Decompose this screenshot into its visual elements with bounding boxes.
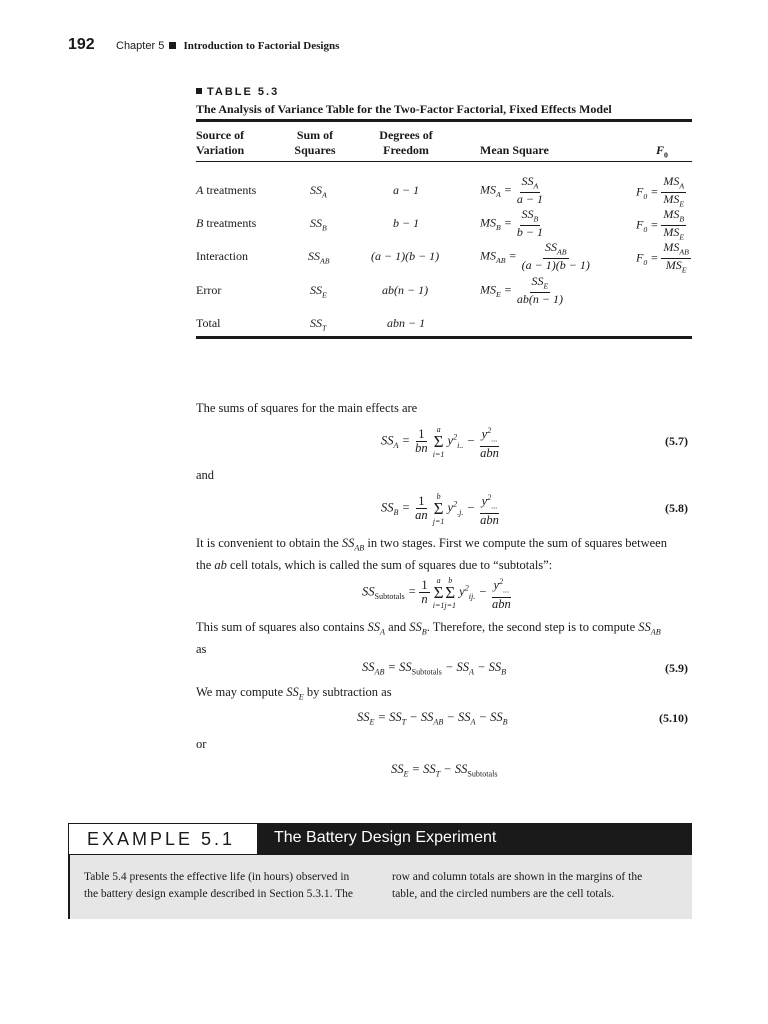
row-t-ss: $SS_T$	[310, 316, 327, 333]
row-a-ms: $MS_A$ = $\frac{SS_A}{a - 1}$	[480, 174, 543, 207]
header-mean-square: Mean Square	[480, 143, 549, 157]
row-b-ss: $SS_B$	[310, 216, 327, 233]
page-number: 192	[68, 36, 95, 53]
row-e-df: ab(n − 1)	[382, 283, 429, 297]
row-b-source: B treatments	[196, 216, 257, 230]
equation-ss-e-alt: $SS_E = SS_T - SS_{Subtotals}$	[391, 762, 498, 779]
paragraph-second-step: This sum of squares also contains $SS_A$ and $SS_B$. Therefore, the second step is to compute $SS_{AB}$ as	[196, 620, 661, 656]
square-bullet-icon	[169, 42, 176, 49]
equation-number-5-10: (5.10)	[659, 711, 688, 725]
equation-ss-subtotals: $SS_{Subtotals}$ = $\frac{1}{n}$ a Σ i=1 b Σ j=1 $y^2_{ij.}$ − $\frac{y^2_{...}}{\text{abn}}$	[362, 575, 511, 611]
table-caption: The Analysis of Variance Table for the Two-Factor Factorial, Fixed Effects Model	[196, 102, 612, 116]
example-title: The Battery Design Experiment	[258, 823, 692, 855]
example-column-1: Table 5.4 presents the effective life (in hours) observed in the battery design example described in Section 5.3.1. The	[84, 871, 354, 900]
row-e-ss: $SS_E$	[310, 283, 327, 300]
chapter-title: Introduction to Factorial Designs	[183, 40, 340, 52]
example-left-rule	[68, 855, 70, 919]
example-label: EXAMPLE 5.1	[68, 823, 258, 855]
header-source: Source of Variation	[196, 128, 245, 157]
paragraph-subtotals: It is convenient to obtain the $SS_{AB}$ in two stages. First we compute the sum of squares between the ab cell totals, which is called the sum of squares due to “subtotals”:	[196, 536, 667, 572]
row-a-source: A treatments	[196, 183, 257, 197]
row-a-f: $F_0$ = $\frac{MS_A}{MS_E}$	[636, 174, 685, 209]
equation-ss-a: $SS_A$ = $\frac{1}{bn}$ a Σ i=1 $y^2_{i..}$ − $\frac{y^2_{...}}{\text{abn}}$	[381, 424, 499, 460]
example-header	[68, 823, 692, 855]
row-ab-f: $F_0$ = $\frac{MS_{AB}}{MS_E}$	[636, 240, 689, 275]
row-ab-ms: $MS_{AB}$ = $\frac{SS_{AB}}{(a - 1)(b - 1)}$	[480, 240, 590, 273]
table-label: TABLE 5.3	[196, 86, 279, 98]
header-degrees-of-freedom: Degrees of Freedom	[379, 128, 433, 157]
row-e-source: Error	[196, 283, 222, 297]
row-e-ms: $MS_E$ = $\frac{SS_E}{ab(n - 1)}$	[480, 274, 563, 307]
row-a-df: a − 1	[393, 183, 420, 197]
equation-ss-e: $SS_E = SS_T - SS_{AB} - SS_A - SS_B$	[357, 710, 508, 727]
paragraph-or: or	[196, 737, 207, 751]
row-t-df: abn − 1	[387, 316, 426, 330]
paragraph-and: and	[196, 468, 215, 482]
square-bullet-icon	[196, 88, 202, 94]
table-bottom-rule	[196, 336, 692, 339]
equation-number-5-9: (5.9)	[665, 661, 688, 675]
row-b-f: $F_0$ = $\frac{MS_B}{MS_E}$	[636, 207, 685, 242]
header-sum-of-squares: Sum of Squares	[294, 128, 336, 157]
row-ab-df: (a − 1)(b − 1)	[371, 249, 440, 263]
row-a-ss: $SS_A$	[310, 183, 327, 200]
row-b-ms: $MS_B$ = $\frac{SS_B}{b - 1}$	[480, 207, 543, 240]
running-header	[116, 40, 339, 52]
paragraph-subtraction: We may compute $SS_E$ by subtraction as	[196, 685, 392, 702]
row-ab-source: Interaction	[196, 249, 248, 263]
table-header-rule	[196, 161, 692, 162]
row-b-df: b − 1	[393, 216, 420, 230]
chapter-label: Chapter 5	[116, 40, 165, 52]
equation-number-5-7: (5.7)	[665, 434, 688, 448]
table-top-rule	[196, 119, 692, 122]
equation-ss-b: $SS_B$ = $\frac{1}{an}$ b Σ j=1 $y^2_{.j.}$ − $\frac{y^2_{...}}{\text{abn}}$	[381, 491, 499, 527]
equation-ss-ab: $SS_{AB} = SS_{Subtotals} - SS_A - SS_B$	[362, 660, 507, 677]
paragraph-main-effects: The sums of squares for the main effects are	[196, 401, 418, 415]
row-ab-ss: $SS_{AB}$	[308, 249, 330, 266]
example-column-2: row and column totals are shown in the margins of the table, and the circled numbers are the cell totals.	[392, 871, 643, 900]
equation-number-5-8: (5.8)	[665, 501, 688, 515]
header-f0: $F_0$	[656, 143, 668, 160]
row-t-source: Total	[196, 316, 221, 330]
